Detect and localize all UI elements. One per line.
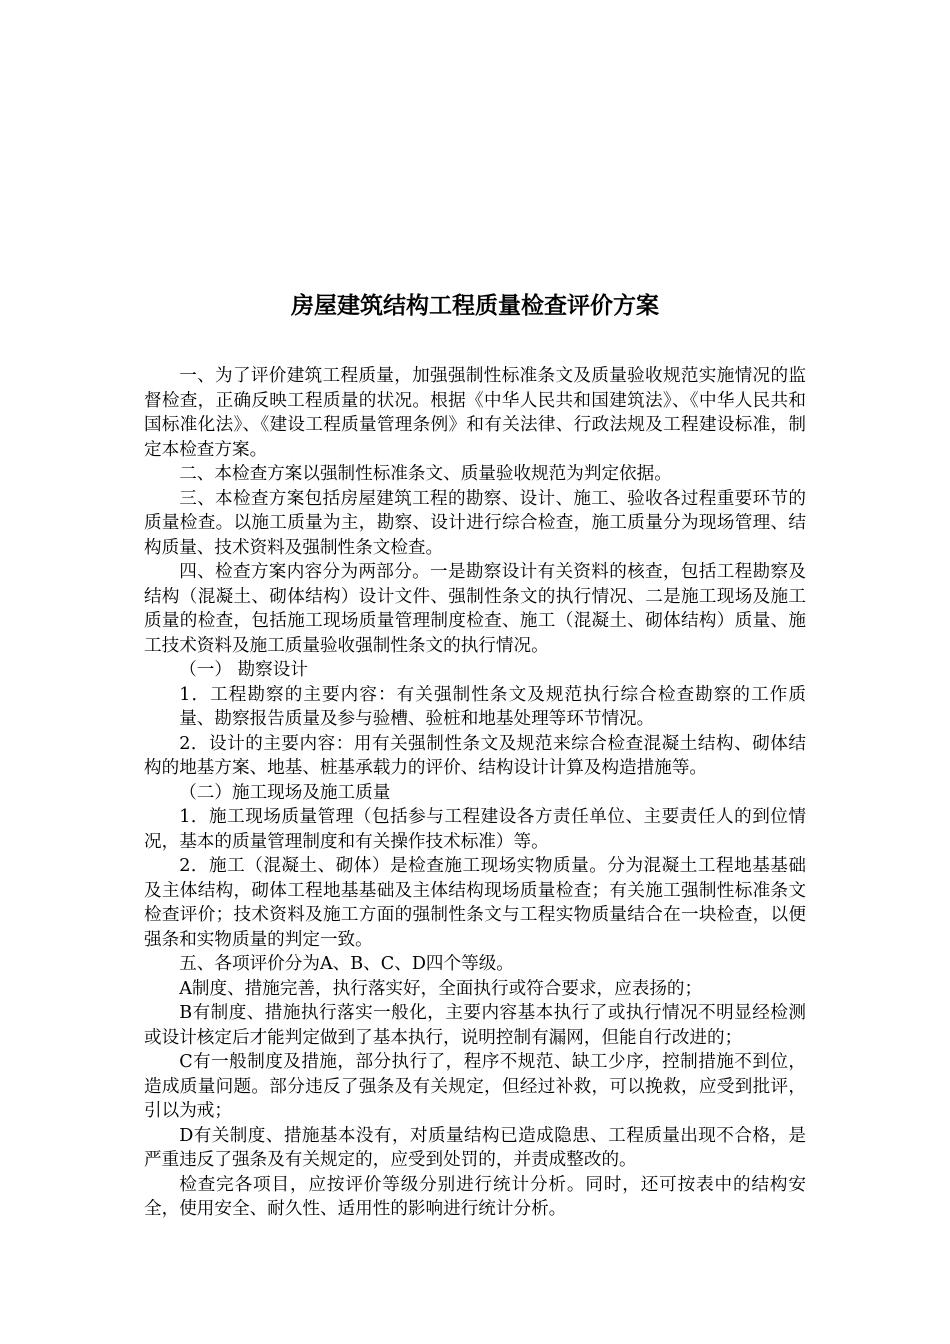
paragraph-grade-b: B有制度、措施执行落实一般化，主要内容基本执行了或执行情况不明显经检测或设计核定后才能判定做到了基本执行，说明控制有漏网，但能自行改进的； [144, 1003, 806, 1048]
section-heading-construction: （二）施工现场及施工质量 [179, 782, 391, 803]
document-title: 房屋建筑结构工程质量检查评价方案 [291, 293, 659, 320]
paragraph-3: 三、本检查方案包括房屋建筑工程的勘察、设计、施工、验收各过程重要环节的质量检查。以施工质量为主，勘察、设计进行综合检查，施工质量分为现场管理、结构质量、技术资料及强制性条文检查。 [144, 488, 806, 558]
paragraph-grade-d: D有关制度、措施基本没有，对质量结构已造成隐患、工程质量出现不合格，是严重违反了强条及有关规定的，应受到处罚的，并责成整改的。 [144, 1125, 806, 1170]
paragraph-site-management: 1．施工现场质量管理（包括参与工程建设各方责任单位、主要责任人的到位情况，基本的质量管理制度和有关操作技术标准）等。 [144, 807, 806, 852]
paragraph-4: 四、检查方案内容分为两部分。一是勘察设计有关资料的核查，包括工程勘察及结构（混凝土、砌体结构）设计文件、强制性条文的执行情况、二是施工现场及施工质量的检查，包括施工现场质量管理制度检查、施工（混凝土、砌体结构）质量、施工技术资料及施工质量验收强制性条文的执行情况。 [144, 562, 806, 656]
paragraph-2: 二、本检查方案以强制性标准条文、质量验收规范为判定依据。 [179, 464, 672, 484]
paragraph-statistics: 检查完各项目，应按评价等级分别进行统计分析。同时，还可按表中的结构安全，使用安全、耐久性、适用性的影响进行统计分析。 [144, 1174, 806, 1219]
paragraph-survey-content: 1．工程勘察的主要内容：有关强制性条文及规范执行综合检查勘察的工作质量、勘察报告质量及参与验槽、验桩和地基处理等环节情况。 [179, 684, 806, 729]
paragraph-1: 一、为了评价建筑工程质量，加强强制性标准条文及质量验收规范实施情况的监督检查，正确反映工程质量的状况。根据《中华人民共和国建筑法》、《中华人民共和国标准化法》、《建设工程质量管理条例》和有关法律、行政法规及工程建设标准，制定本检查方案。 [144, 366, 806, 460]
paragraph-grade-a: A制度、措施完善，执行落实好，全面执行或符合要求，应表扬的； [179, 978, 703, 999]
paragraph-construction-quality: 2．施工（混凝土、砌体）是检查施工现场实物质量。分为混凝土工程地基基础及主体结构，砌体工程地基基础及主体结构现场质量检查；有关施工强制性标准条文检查评价；技术资料及施工方面的强制性条文与工程实物质量结合在一块检查，以便强条和实物质量的判定一致。 [144, 856, 806, 950]
document-body [144, 364, 806, 1222]
paragraph-grades-intro: 五、各项评价分为A、B、C、D四个等级。 [179, 954, 514, 974]
paragraph-grade-c: C有一般制度及措施，部分执行了，程序不规范、缺工少序，控制措施不到位，造成质量问题。部分违反了强条及有关规定，但经过补救，可以挽救，应受到批评，引以为戒； [144, 1052, 806, 1121]
section-heading-survey-design: （一） 勘察设计 [179, 660, 308, 680]
paragraph-design-content: 2．设计的主要内容：用有关强制性条文及规范来综合检查混凝土结构、砌体结构的地基方案、地基、桩基承载力的评价、结构设计计算及构造措施等。 [144, 733, 806, 778]
